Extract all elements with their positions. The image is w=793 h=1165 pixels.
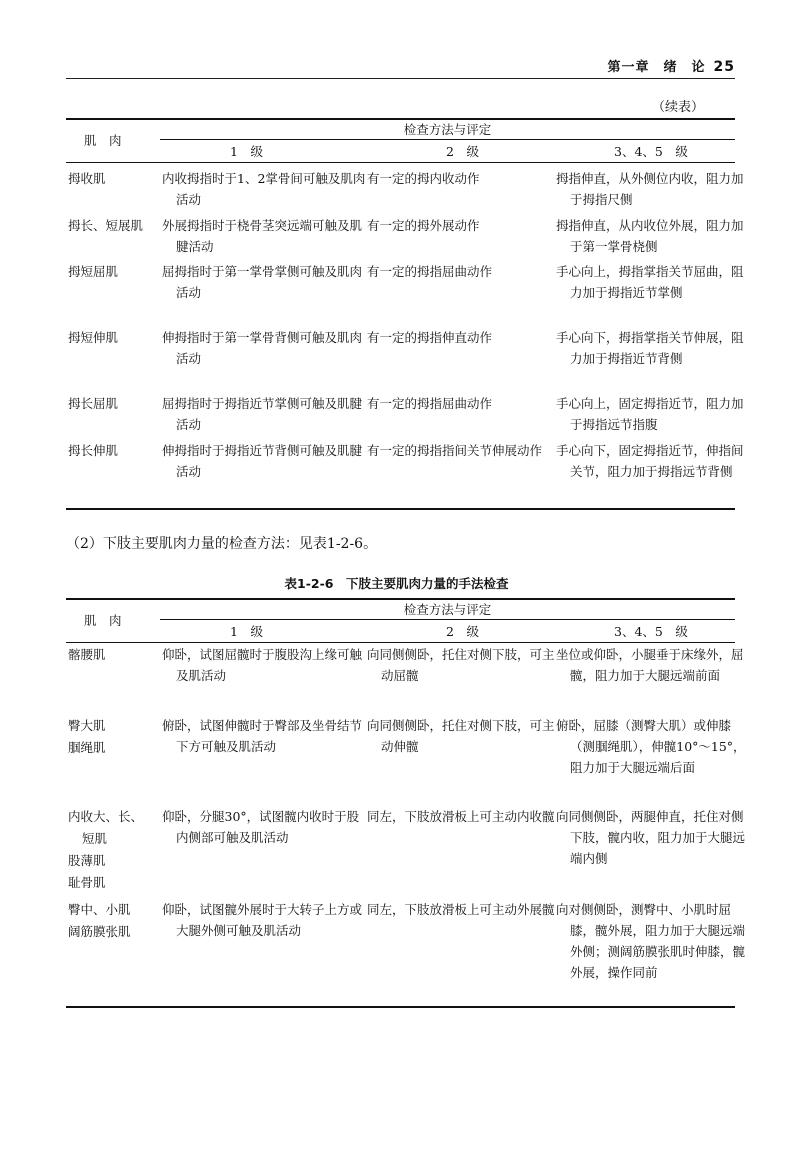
row-grade1: 屈拇指时于拇指近节掌侧可触及肌腱活动 bbox=[162, 396, 363, 432]
header-bottom-rule bbox=[66, 162, 735, 163]
running-header bbox=[66, 56, 735, 79]
row-grade2: 有一定的拇内收动作 bbox=[367, 171, 480, 186]
row-grade345: 手心向上，拇指掌指关节屈曲，阻力加于拇指近节掌侧 bbox=[556, 264, 744, 300]
row-muscle bbox=[68, 899, 154, 943]
row-grade1: 伸拇指时于第一掌骨背侧可触及肌肉活动 bbox=[162, 330, 363, 366]
row-grade1: 仰卧，试图髋外展时于大转子上方或大腿外侧可触及肌活动 bbox=[162, 902, 363, 938]
row-grade1: 伸拇指时于拇指近节背侧可触及肌腱活动 bbox=[162, 443, 363, 479]
body-paragraph: （2）下肢主要肌肉力量的检查方法：见表1-2-6。 bbox=[66, 536, 378, 552]
header-group: 检查方法与评定 bbox=[403, 122, 492, 137]
muscle-name-line: 臀大肌 bbox=[68, 718, 106, 733]
muscle-name-line: 阔筋膜张肌 bbox=[68, 924, 131, 939]
row-grade1: 屈拇指时于第一掌骨掌侧可触及肌肉活动 bbox=[162, 264, 363, 300]
muscle-name-line: 耻骨肌 bbox=[68, 875, 106, 890]
header-subrule bbox=[160, 619, 735, 620]
row-grade2: 有一定的拇指伸直动作 bbox=[367, 330, 493, 345]
row-muscle bbox=[68, 806, 154, 894]
row-grade2: 有一定的拇外展动作 bbox=[367, 218, 480, 233]
row-grade2: 有一定的拇指屈曲动作 bbox=[367, 264, 493, 279]
row-grade345: 向对侧侧卧，测臀中、小肌时屈膝，髋外展，阻力加于大腿远端外侧；测阔筋膜张肌时伸膝，髋外展，操作同前 bbox=[556, 902, 746, 980]
table-bottom-rule bbox=[66, 1006, 735, 1008]
row-muscle bbox=[68, 215, 154, 237]
header-grade345: 3、4、5 级 bbox=[614, 624, 688, 639]
header-group: 检查方法与评定 bbox=[403, 602, 492, 617]
row-grade345: 向同侧侧卧，两腿伸直，托住对侧下肢，髋内收，阻力加于大腿远端内侧 bbox=[556, 809, 746, 866]
row-grade345: 手心向上，固定拇指近节，阻力加于拇指远节指腹 bbox=[556, 396, 744, 432]
continued-label: （续表） bbox=[652, 100, 705, 115]
row-grade1: 内收拇指时于1、2掌骨间可触及肌肉活动 bbox=[162, 171, 366, 207]
row-grade2: 同左，下肢放滑板上可主动外展髋 bbox=[367, 902, 555, 917]
row-grade1: 仰卧，分腿30°，试图髋内收时于股内侧部可触及肌活动 bbox=[162, 809, 360, 845]
row-grade2: 同左，下肢放滑板上可主动内收髋 bbox=[367, 809, 555, 824]
header-grade345: 3、4、5 级 bbox=[614, 144, 688, 159]
header-muscle: 肌 肉 bbox=[84, 133, 122, 148]
row-grade2: 有一定的拇指屈曲动作 bbox=[367, 396, 493, 411]
row-grade345: 手心向下，固定拇指近节，伸指间关节，阻力加于拇指远节背侧 bbox=[556, 443, 744, 479]
muscle-name-line: 拇短屈肌 bbox=[68, 264, 119, 279]
row-muscle bbox=[68, 715, 154, 759]
row-muscle bbox=[68, 168, 154, 190]
chapter-title: 第一章 绪 论 bbox=[607, 60, 706, 75]
header-subrule bbox=[160, 139, 735, 140]
upper-limb-table bbox=[66, 118, 744, 510]
muscle-name-line: 拇收肌 bbox=[68, 171, 106, 186]
header-grade2: 2 级 bbox=[446, 624, 479, 639]
muscle-name-line: 臀中、小肌 bbox=[68, 902, 131, 917]
row-grade1: 外展拇指时于桡骨茎突远端可触及肌腱活动 bbox=[162, 218, 363, 254]
row-muscle bbox=[68, 644, 154, 666]
row-muscle bbox=[68, 261, 154, 283]
row-grade2: 有一定的拇指指间关节伸展动作 bbox=[367, 443, 543, 458]
muscle-name-line: 内收大、长、 bbox=[68, 809, 144, 824]
header-grade1: 1 级 bbox=[230, 144, 263, 159]
row-grade2: 向同侧侧卧，托住对侧下肢，可主动伸髋 bbox=[367, 718, 555, 754]
row-muscle bbox=[68, 393, 154, 415]
row-grade2: 向同侧侧卧，托住对侧下肢，可主动屈髋 bbox=[367, 647, 555, 683]
row-grade345: 坐位或仰卧，小腿垂于床缘外，屈髋，阻力加于大腿远端前面 bbox=[556, 647, 744, 683]
muscle-name-line: 拇短伸肌 bbox=[68, 330, 119, 345]
row-grade1: 俯卧，试图伸髋时于臀部及坐骨结节下方可触及肌活动 bbox=[162, 718, 363, 754]
muscle-name-line: 拇长、短展肌 bbox=[68, 218, 144, 233]
lower-limb-table bbox=[66, 598, 746, 1008]
muscle-name-line: 股薄肌 bbox=[68, 853, 106, 868]
table-bottom-rule bbox=[66, 508, 735, 510]
row-muscle bbox=[68, 440, 154, 462]
row-grade345: 拇指伸直，从内收位外展，阻力加于第一掌骨桡侧 bbox=[556, 218, 744, 254]
header-bottom-rule bbox=[66, 642, 735, 643]
muscle-name-line: 短肌 bbox=[82, 831, 108, 846]
header-muscle: 肌 肉 bbox=[84, 613, 122, 628]
table-caption: 表1-2-6 下肢主要肌肉力量的手法检查 bbox=[284, 576, 509, 591]
muscle-name-line: 拇长伸肌 bbox=[68, 443, 119, 458]
muscle-name-line: 腘绳肌 bbox=[68, 740, 106, 755]
header-grade1: 1 级 bbox=[230, 624, 263, 639]
header-grade2: 2 级 bbox=[446, 144, 479, 159]
page-number: 25 bbox=[713, 59, 735, 75]
row-grade345: 拇指伸直，从外侧位内收，阻力加于拇指尺侧 bbox=[556, 171, 744, 207]
muscle-name-line: 髂腰肌 bbox=[68, 647, 106, 662]
row-grade1: 仰卧，试图屈髋时于腹股沟上缘可触及肌活动 bbox=[162, 647, 363, 683]
row-grade345: 俯卧，屈膝（测臀大肌）或伸膝（测腘绳肌），伸髋10°～15°，阻力加于大腿远端后面 bbox=[556, 718, 746, 775]
row-muscle bbox=[68, 327, 154, 349]
row-grade345: 手心向下，拇指掌指关节伸展，阻力加于拇指近节背侧 bbox=[556, 330, 744, 366]
muscle-name-line: 拇长屈肌 bbox=[68, 396, 119, 411]
chapter-heading bbox=[608, 56, 736, 75]
